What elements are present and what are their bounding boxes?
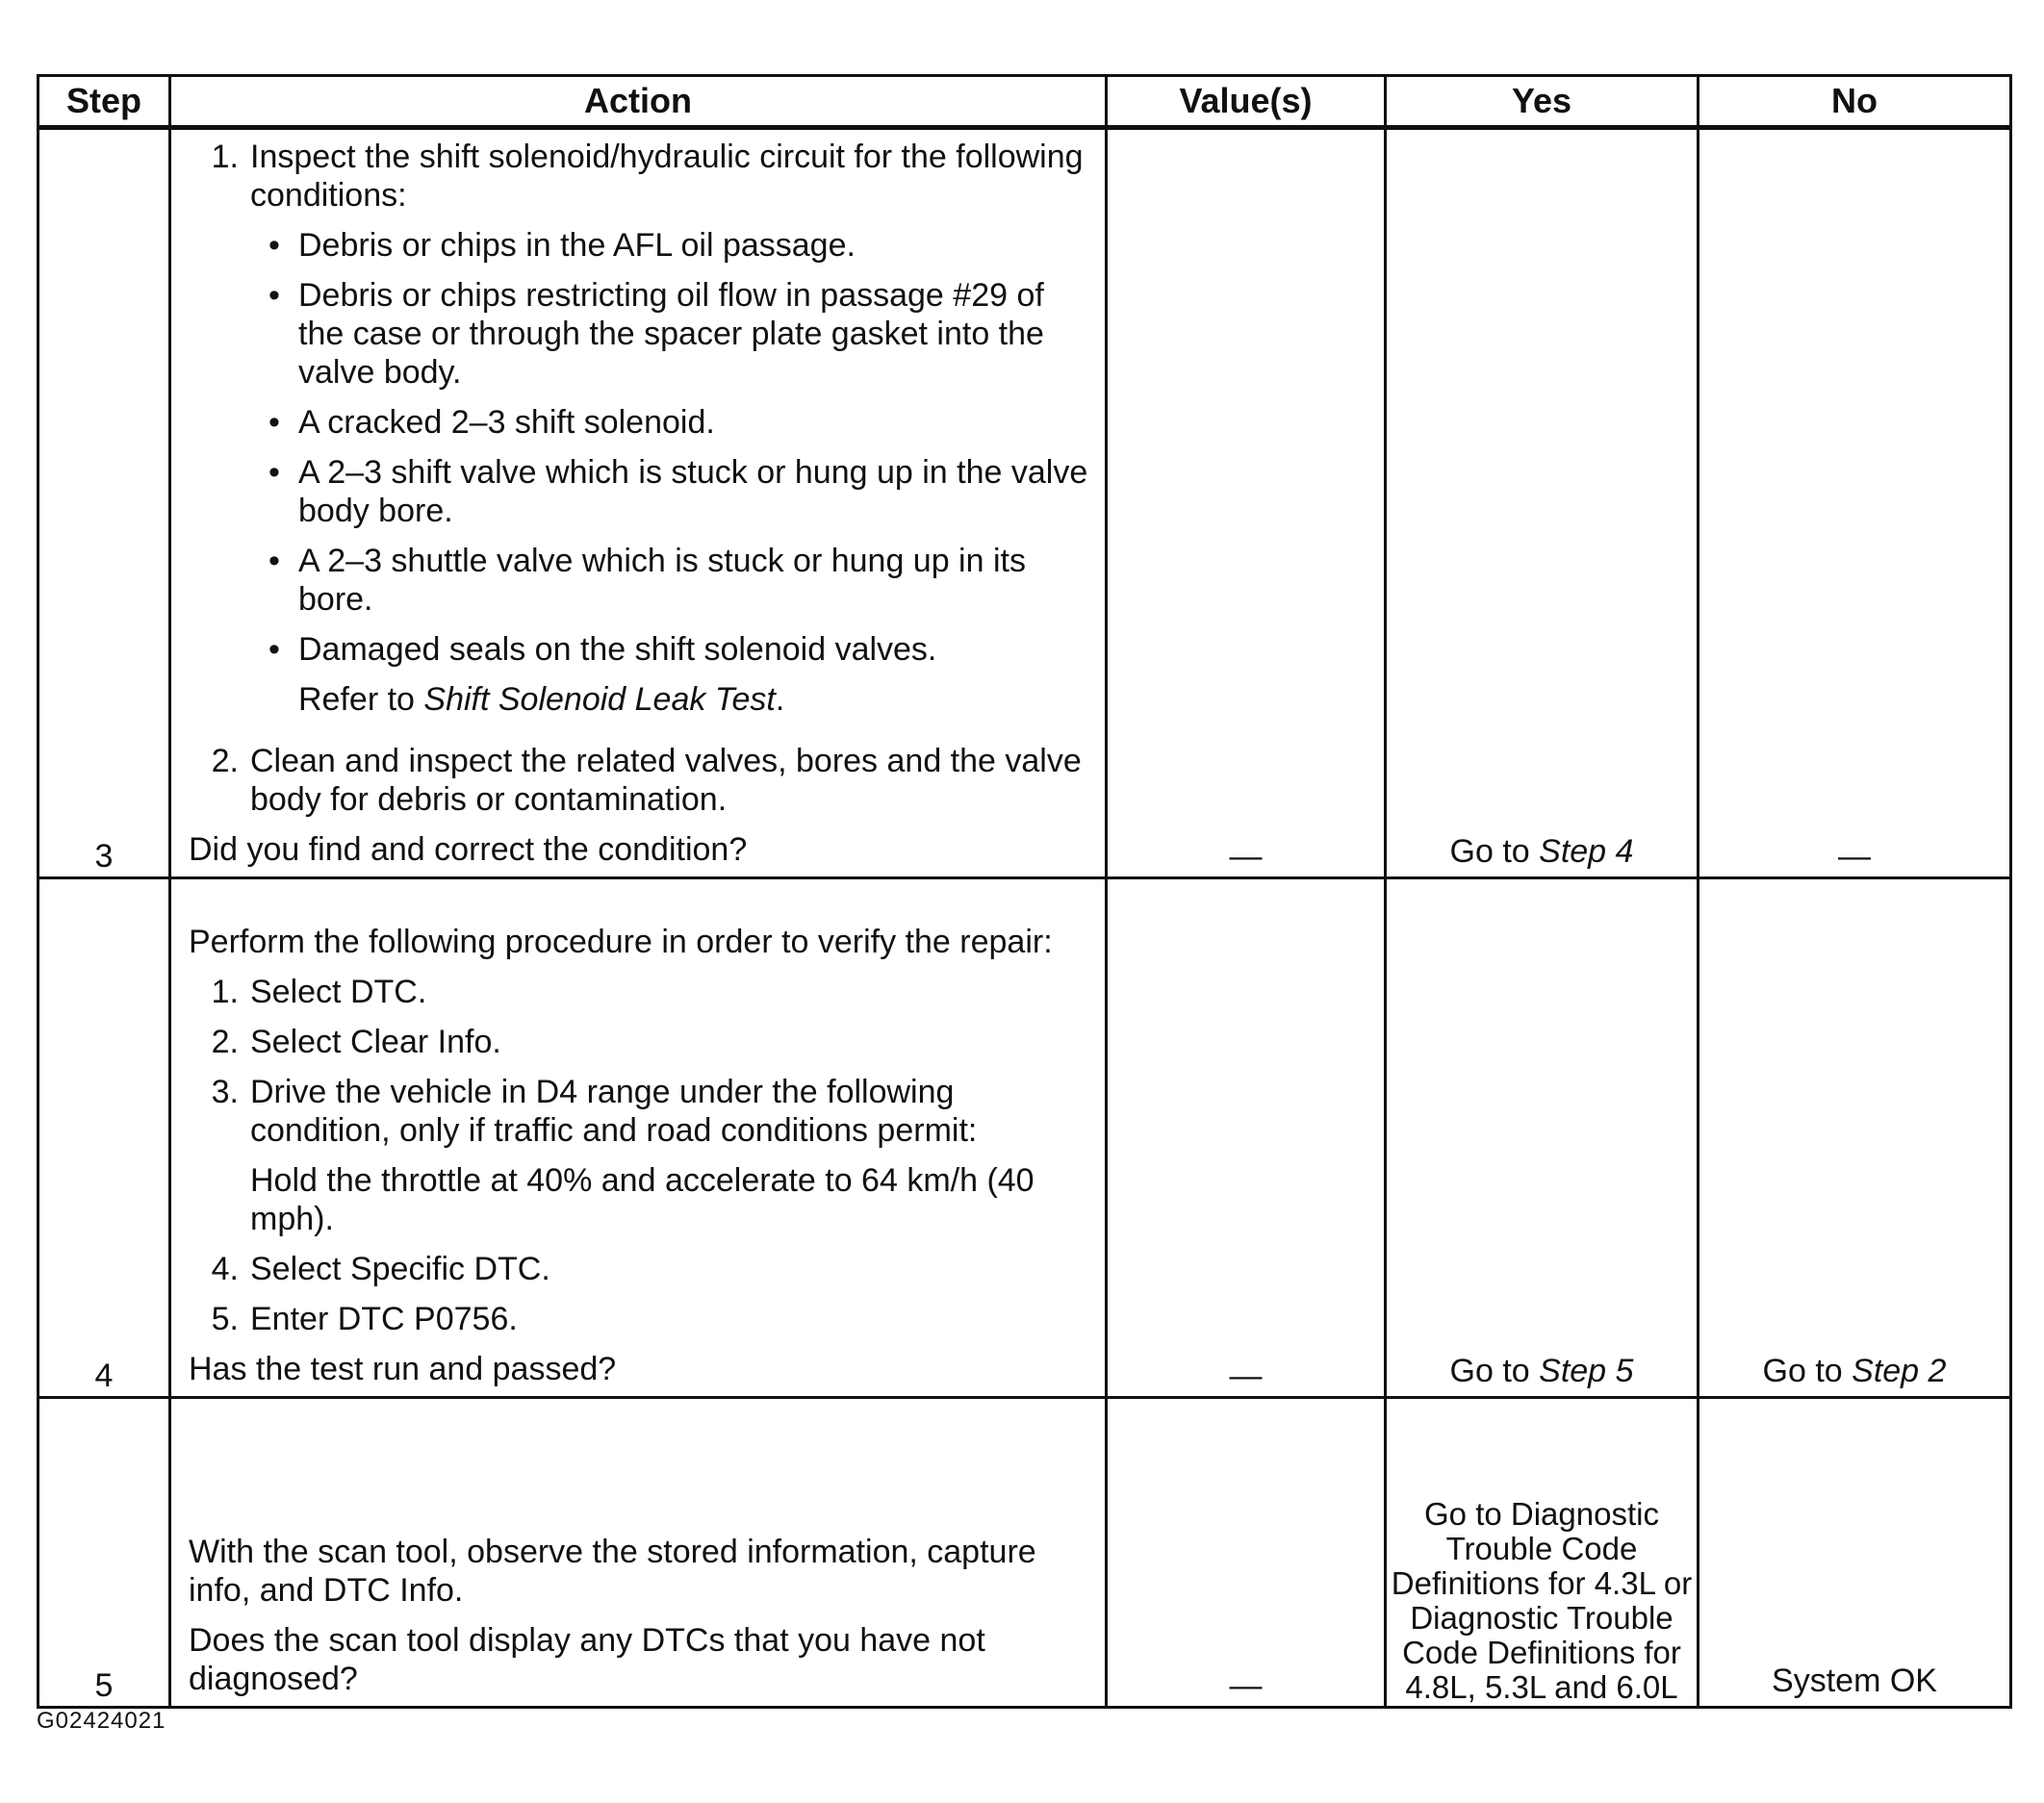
action-cell (170, 878, 1107, 1398)
yes-step-link[interactable]: Step 5 (1539, 1353, 1634, 1389)
no-cell (1699, 878, 2011, 1398)
item-number: 1. (211, 139, 239, 175)
step-number: 4 (38, 878, 170, 1398)
figure-id: G02424021 (37, 1708, 166, 1734)
header-no: No (1699, 76, 2011, 128)
yes-dtc-link[interactable]: Go to Diagnostic Trouble Code Definitions for 4.3L or Diagnostic Trouble Code Definitions for 4.8L, 5.3L and 6.0L (1391, 1496, 1693, 1705)
header-values: Value(s) (1107, 76, 1386, 128)
table-row (38, 1398, 2011, 1708)
question-text: Does the scan tool display any DTCs that you have not diagnosed? (189, 1622, 985, 1697)
yes-cell (1386, 128, 1699, 878)
sub-note: Hold the throttle at 40% and accelerate to 64 km/h (40 mph). (250, 1162, 1035, 1237)
value-dash: — (1229, 838, 1263, 875)
list-item (189, 1073, 1091, 1238)
value-dash: — (1229, 1667, 1263, 1704)
header-yes: Yes (1386, 76, 1699, 128)
bullet-icon: • (268, 404, 280, 441)
system-ok-text: System OK (1772, 1663, 1937, 1699)
item-text: Drive the vehicle in D4 range under the following condition, only if traffic and road conditions permit: (250, 1074, 978, 1149)
refer-suffix: . (775, 681, 785, 718)
item-number: 2. (211, 743, 239, 779)
bullet-item (250, 630, 1091, 669)
bullet-item (250, 226, 1091, 265)
bullet-item (250, 542, 1091, 619)
item-text: Select DTC. (250, 974, 427, 1010)
yes-prefix: Go to (1449, 1353, 1540, 1389)
bullet-icon: • (268, 454, 280, 491)
list-item (189, 1023, 1091, 1061)
step-number: 5 (38, 1398, 170, 1708)
bullet-text: Debris or chips restricting oil flow in passage #29 of the case or through the spacer plate gasket into the valve body. (298, 277, 1044, 391)
item-number: 4. (211, 1251, 239, 1287)
bullet-item (250, 453, 1091, 530)
no-step-link[interactable]: Step 2 (1852, 1353, 1947, 1389)
no-dash: — (1838, 838, 1871, 875)
item-text: Clean and inspect the related valves, bores and the valve body for debris or contamination. (250, 743, 1082, 818)
bullet-text: Debris or chips in the AFL oil passage. (298, 227, 856, 264)
value-cell (1107, 878, 1386, 1398)
list-item (189, 138, 1091, 730)
no-cell (1699, 128, 2011, 878)
action-paragraph: With the scan tool, observe the stored information, capture info, and DTC Info. (189, 1534, 1036, 1609)
value-cell (1107, 1398, 1386, 1708)
bullet-text: A cracked 2–3 shift solenoid. (298, 404, 715, 441)
header-step: Step (38, 76, 170, 128)
yes-prefix: Go to (1449, 833, 1540, 870)
bullet-item (250, 276, 1091, 392)
yes-step-link[interactable]: Step 4 (1539, 833, 1634, 870)
bullet-icon: • (268, 227, 280, 264)
step-number: 3 (38, 128, 170, 878)
item-text: Select Specific DTC. (250, 1251, 550, 1287)
list-item (189, 1250, 1091, 1288)
refer-prefix: Refer to (298, 681, 424, 718)
item-number: 1. (211, 974, 239, 1010)
bullet-text: A 2–3 shuttle valve which is stuck or hung up in its bore. (298, 543, 1026, 618)
table-header-row (38, 76, 2011, 128)
action-cell (170, 1398, 1107, 1708)
list-item (189, 973, 1091, 1011)
yes-cell (1386, 878, 1699, 1398)
header-action: Action (170, 76, 1107, 128)
action-cell (170, 128, 1107, 878)
table-row (38, 128, 2011, 878)
question-text: Has the test run and passed? (189, 1351, 617, 1387)
question-text: Did you find and correct the condition? (189, 831, 748, 868)
yes-cell (1386, 1398, 1699, 1708)
value-cell (1107, 128, 1386, 878)
value-dash: — (1229, 1358, 1263, 1394)
no-prefix: Go to (1762, 1353, 1852, 1389)
bullet-text: A 2–3 shift valve which is stuck or hung up in the valve body bore. (298, 454, 1088, 529)
intro-text: Perform the following procedure in order to verify the repair: (189, 924, 1053, 960)
diagnostic-table (37, 74, 2012, 1709)
refer-note (250, 680, 1091, 719)
no-cell (1699, 1398, 2011, 1708)
list-item (189, 1300, 1091, 1338)
bullet-icon: • (268, 631, 280, 668)
item-text: Select Clear Info. (250, 1024, 501, 1060)
bullet-text: Damaged seals on the shift solenoid valves. (298, 631, 937, 668)
table-row (38, 878, 2011, 1398)
bullet-icon: • (268, 277, 280, 314)
item-number: 5. (211, 1301, 239, 1337)
item-text: Inspect the shift solenoid/hydraulic circuit for the following conditions: (250, 139, 1084, 214)
list-item (189, 742, 1091, 819)
item-number: 3. (211, 1074, 239, 1110)
item-text: Enter DTC P0756. (250, 1301, 518, 1337)
refer-link[interactable]: Shift Solenoid Leak Test (423, 681, 776, 718)
item-number: 2. (211, 1024, 239, 1060)
bullet-item (250, 403, 1091, 442)
bullet-icon: • (268, 543, 280, 579)
